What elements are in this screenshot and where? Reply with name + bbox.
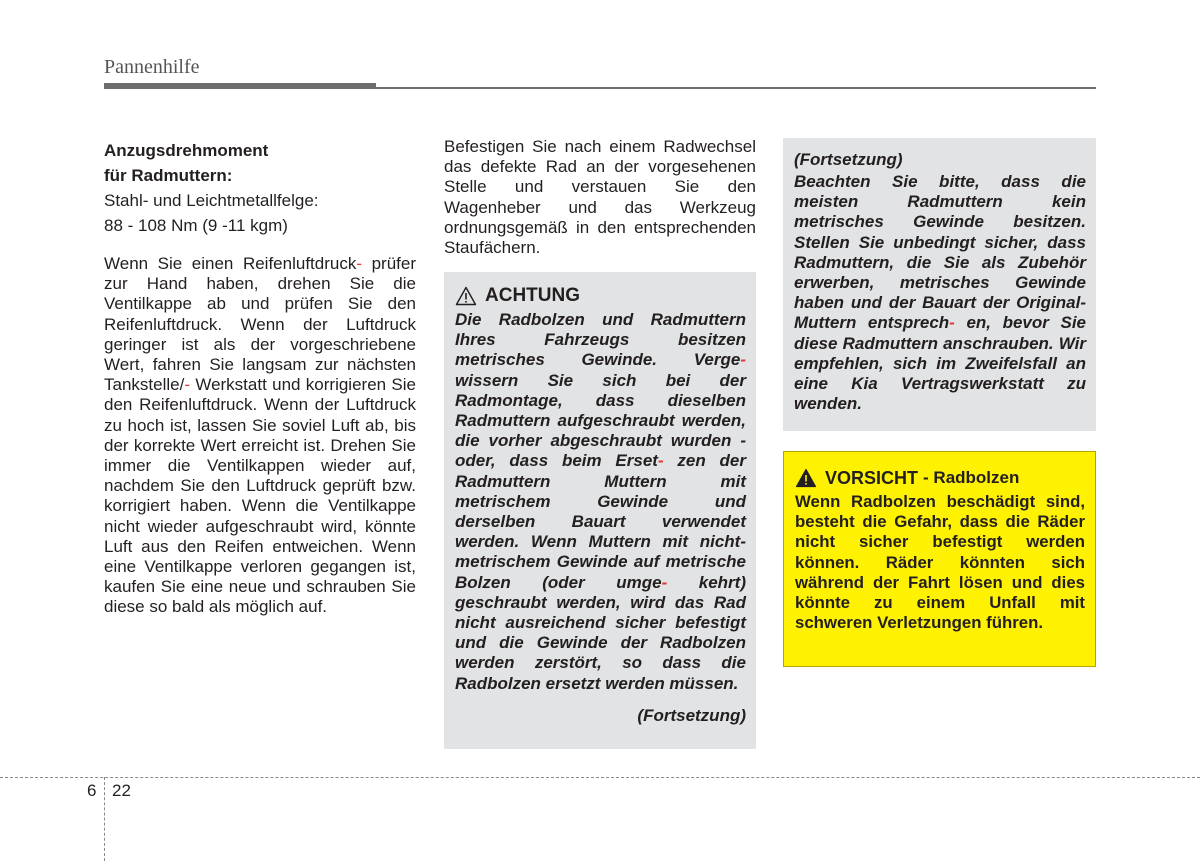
footer-divider [104,777,105,861]
achtung-continued: (Fortsetzung) [637,705,746,725]
hyphen-mark: - [356,254,363,273]
paragraph-text-3: Werkstatt und korrigieren Sie den Reifenluftdruck. Wenn der Luftdruck zu hoch ist, lassen Sie soviel Luft ab, bis der korrekte Wert erreicht ist. Drehen Sie immer die Ventilkappen wieder auf, nachdem Sie den Luftdruck geprüft bzw. korrigiert haben. Wenn die Ventilkappe nicht wieder aufgeschraubt wird, könnte Luft aus den Reifen entweichen. Wenn eine Ventilkappe verloren gegangen ist, kaufen Sie eine neue und schrauben Sie diese so bald als möglich auf. [104,375,416,617]
vorsicht-title-row [795,466,1085,490]
fortsetzung-label: (Fortsetzung) [794,150,903,169]
footer-rule [0,777,1200,778]
hyphen-mark: - [949,313,955,333]
column-left [104,138,416,618]
achtung-title-row [455,284,746,308]
column-middle-intro: Befestigen Sie nach einem Radwechsel das defekte Rad an der vorgesehenen Stelle und verstauen Sie den Wagenheber und das Werkzeug ordnungsgemäß in den entsprechenden Staufächern. [444,137,756,258]
warning-triangle-icon [795,468,817,488]
hyphen-mark: - [740,350,746,370]
rim-type: Stahl- und Leichtmetallfelge: [104,191,319,210]
chapter-number: 6 [87,781,97,800]
achtung-box [444,272,756,749]
header-rule-accent [104,83,376,89]
fortsetzung-text-2: en, bevor Sie diese Radmuttern anschrauben. Wir empfehlen, sich im Zweifelsfall an eine Kia Vertragswerkstatt zu wenden. [794,313,1086,414]
achtung-text-2: wissern Sie sich bei der Radmontage, dass dieselben Radmuttern aufgeschraubt werden, die vorher abgeschraubt wurden - oder, dass beim Erset [455,370,746,471]
tire-pressure-paragraph [104,254,416,618]
fortsetzung-box [783,138,1096,431]
hyphen-mark: - [661,572,668,592]
achtung-title: ACHTUNG [485,285,580,306]
paragraph-text-2: prüfer zur Hand haben, drehen Sie die Ventilkappe ab und prüfen Sie den Reifenluftdruck. Wenn der Luftdruck geringer ist als der vorgeschriebene Wert, fahren Sie langsam zur nächsten Tankstelle/ [104,254,416,395]
hyphen-mark: - [657,451,664,471]
paragraph-text-1: Wenn Sie einen Reifenluftdruck [104,254,357,273]
hyphen-mark: - [184,375,190,395]
vorsicht-box [783,451,1096,667]
achtung-text-3: zen der Radmuttern Muttern mit metrischem Gewinde und derselben Bauart verwendet werden. Wenn Muttern mit nicht-metrischem Gewinde auf metrische Bolzen (oder umge [455,451,746,592]
torque-heading-sub: für Radmuttern: [104,166,233,185]
torque-heading: Anzugsdrehmoment [104,141,269,160]
achtung-text-1: Die Radbolzen und Radmuttern Ihres Fahrzeugs besitzen metrisches Gewinde. Verge [455,310,746,370]
vorsicht-body: Wenn Radbolzen beschädigt sind, besteht die Gefahr, dass die Räder nicht sicher befestigt werden können. Räder könnten sich während der Fahrt lösen und dies könnte zu einem Unfall mit schweren Verletzungen führen. [795,492,1085,633]
torque-value: 88 - 108 Nm (9 -11 kgm) [104,216,288,235]
warning-triangle-icon [455,286,477,306]
achtung-body [455,310,746,694]
vorsicht-title: VORSICHT [825,468,919,488]
page-header-title: Pannenhilfe [104,56,200,78]
achtung-text-4: kehrt) geschraubt werden, wird das Rad nicht ausreichend sicher befestigt und die Gewinde der Radbolzen werden zerstört, so dass die Radbolzen ersetzt werden müssen. [455,572,746,693]
fortsetzung-text-1: Beachten Sie bitte, dass die meisten Radmuttern kein metrisches Gewinde besitzen. Stellen Sie unbedingt sicher, dass Radmuttern, die Sie als Zubehör erwerben, metrisches Gewinde haben und der Bauart der Original-Muttern entsprech [794,172,1086,333]
page-number: 22 [112,781,131,800]
fortsetzung-body [794,172,1086,414]
vorsicht-subtitle: - Radbolzen [923,468,1020,487]
